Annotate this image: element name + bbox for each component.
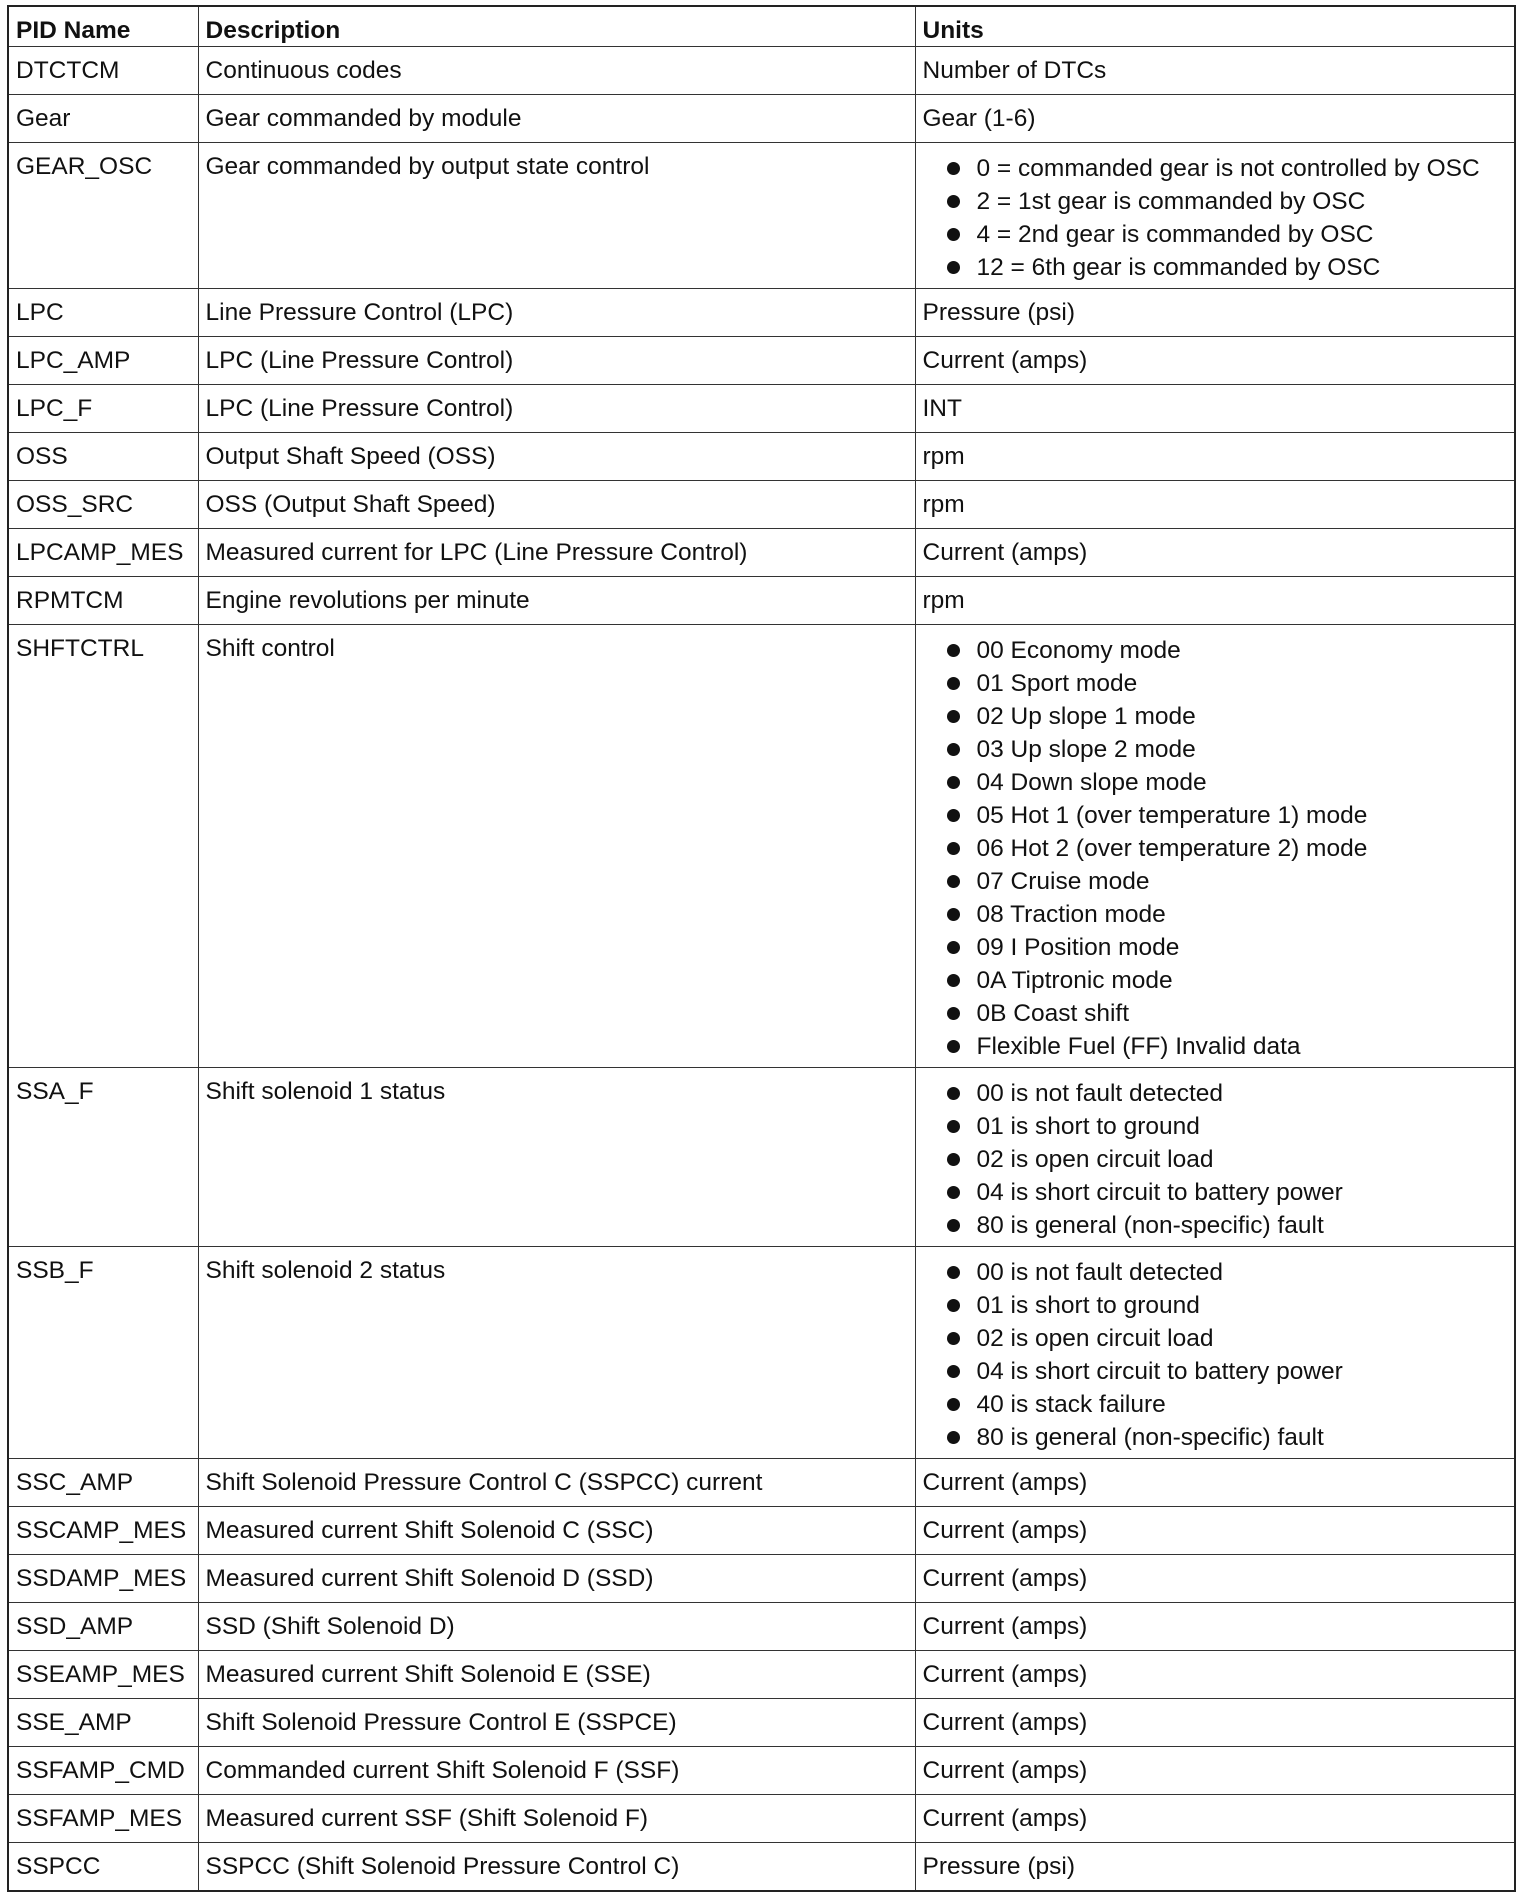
description-cell: Continuous codes	[198, 47, 915, 95]
pid-name-cell: OSS_SRC	[8, 481, 198, 529]
pid-name-cell: LPC_F	[8, 385, 198, 433]
units-cell: Current (amps)	[915, 337, 1515, 385]
units-cell: Current (amps)	[915, 1507, 1515, 1555]
table-row	[8, 1699, 1515, 1747]
pid-name-cell: SSCAMP_MES	[8, 1507, 198, 1555]
units-bullet-item: 80 is general (non-specific) fault	[947, 1421, 1508, 1454]
table-row	[8, 1555, 1515, 1603]
header-pid-name: PID Name	[8, 6, 198, 47]
description-cell: Gear commanded by output state control	[198, 143, 915, 289]
units-cell: Current (amps)	[915, 529, 1515, 577]
units-cell: Pressure (psi)	[915, 1843, 1515, 1891]
units-bullet-item: 02 is open circuit load	[947, 1322, 1508, 1355]
description-cell: Measured current Shift Solenoid D (SSD)	[198, 1555, 915, 1603]
units-bullet-item: 0A Tiptronic mode	[947, 964, 1508, 997]
description-cell: Line Pressure Control (LPC)	[198, 289, 915, 337]
description-cell: Measured current Shift Solenoid C (SSC)	[198, 1507, 915, 1555]
units-cell: Number of DTCs	[915, 47, 1515, 95]
description-cell: SSPCC (Shift Solenoid Pressure Control C)	[198, 1843, 915, 1891]
pid-name-cell: SSEAMP_MES	[8, 1651, 198, 1699]
units-bullet-item: 00 is not fault detected	[947, 1256, 1508, 1289]
units-bullet-item: 02 is open circuit load	[947, 1143, 1508, 1176]
pid-name-cell: GEAR_OSC	[8, 143, 198, 289]
units-cell: Current (amps)	[915, 1603, 1515, 1651]
description-cell: LPC (Line Pressure Control)	[198, 337, 915, 385]
table-row	[8, 95, 1515, 143]
description-cell: SSD (Shift Solenoid D)	[198, 1603, 915, 1651]
units-bullet-item: 00 Economy mode	[947, 634, 1508, 667]
units-bullet-item: 0 = commanded gear is not controlled by OSC	[947, 152, 1508, 185]
units-cell: rpm	[915, 433, 1515, 481]
pid-name-cell: LPCAMP_MES	[8, 529, 198, 577]
units-cell: INT	[915, 385, 1515, 433]
units-bullet-list	[923, 634, 1508, 1067]
description-cell: Shift Solenoid Pressure Control E (SSPCE)	[198, 1699, 915, 1747]
units-cell	[915, 625, 1515, 1068]
pid-name-cell: RPMTCM	[8, 577, 198, 625]
units-bullet-item: 2 = 1st gear is commanded by OSC	[947, 185, 1508, 218]
units-cell: Current (amps)	[915, 1747, 1515, 1795]
description-cell: Gear commanded by module	[198, 95, 915, 143]
header-row	[8, 6, 1515, 47]
description-cell: Measured current SSF (Shift Solenoid F)	[198, 1795, 915, 1843]
description-cell: Shift solenoid 1 status	[198, 1068, 915, 1247]
units-cell: Current (amps)	[915, 1651, 1515, 1699]
units-bullet-item: 01 is short to ground	[947, 1110, 1508, 1143]
table-row	[8, 1843, 1515, 1891]
table-row	[8, 337, 1515, 385]
table-row	[8, 1507, 1515, 1555]
units-bullet-item: 04 Down slope mode	[947, 766, 1508, 799]
units-bullet-item: 08 Traction mode	[947, 898, 1508, 931]
description-cell: LPC (Line Pressure Control)	[198, 385, 915, 433]
units-bullet-item: 0B Coast shift	[947, 997, 1508, 1030]
description-cell: Measured current for LPC (Line Pressure Control)	[198, 529, 915, 577]
table-header	[8, 6, 1515, 47]
table-row	[8, 1068, 1515, 1247]
units-cell: Current (amps)	[915, 1795, 1515, 1843]
pid-name-cell: SSFAMP_MES	[8, 1795, 198, 1843]
pid-name-cell: OSS	[8, 433, 198, 481]
pid-name-cell: SSB_F	[8, 1247, 198, 1459]
table-row	[8, 433, 1515, 481]
table-row	[8, 577, 1515, 625]
pid-name-cell: SSC_AMP	[8, 1459, 198, 1507]
units-bullet-item: 09 I Position mode	[947, 931, 1508, 964]
table-row	[8, 529, 1515, 577]
units-bullet-item: Flexible Fuel (FF) Invalid data	[947, 1030, 1508, 1063]
pid-name-cell: SSE_AMP	[8, 1699, 198, 1747]
header-description: Description	[198, 6, 915, 47]
units-bullet-item: 40 is stack failure	[947, 1388, 1508, 1421]
units-bullet-item: 01 Sport mode	[947, 667, 1508, 700]
units-cell	[915, 143, 1515, 289]
pid-name-cell: SSD_AMP	[8, 1603, 198, 1651]
units-cell: rpm	[915, 577, 1515, 625]
units-cell	[915, 1247, 1515, 1459]
table-row	[8, 47, 1515, 95]
table-row	[8, 1651, 1515, 1699]
description-cell: Shift Solenoid Pressure Control C (SSPCC) current	[198, 1459, 915, 1507]
pid-name-cell: Gear	[8, 95, 198, 143]
pid-name-cell: SSFAMP_CMD	[8, 1747, 198, 1795]
units-bullet-item: 4 = 2nd gear is commanded by OSC	[947, 218, 1508, 251]
description-cell: Output Shaft Speed (OSS)	[198, 433, 915, 481]
pid-name-cell: SSA_F	[8, 1068, 198, 1247]
pid-name-cell: LPC	[8, 289, 198, 337]
description-cell: OSS (Output Shaft Speed)	[198, 481, 915, 529]
units-bullet-item: 00 is not fault detected	[947, 1077, 1508, 1110]
units-bullet-item: 02 Up slope 1 mode	[947, 700, 1508, 733]
units-bullet-item: 05 Hot 1 (over temperature 1) mode	[947, 799, 1508, 832]
units-bullet-item: 04 is short circuit to battery power	[947, 1355, 1508, 1388]
units-cell: Current (amps)	[915, 1459, 1515, 1507]
units-cell: rpm	[915, 481, 1515, 529]
table-row	[8, 385, 1515, 433]
units-bullet-list	[923, 1077, 1508, 1246]
units-bullet-item: 12 = 6th gear is commanded by OSC	[947, 251, 1508, 284]
units-bullet-list	[923, 1256, 1508, 1458]
description-cell: Commanded current Shift Solenoid F (SSF)	[198, 1747, 915, 1795]
pid-name-cell: LPC_AMP	[8, 337, 198, 385]
table-row	[8, 625, 1515, 1068]
units-bullet-item: 03 Up slope 2 mode	[947, 733, 1508, 766]
pid-name-cell: SHFTCTRL	[8, 625, 198, 1068]
table-row	[8, 1247, 1515, 1459]
units-bullet-list	[923, 152, 1508, 288]
table-row	[8, 1747, 1515, 1795]
pid-name-cell: DTCTCM	[8, 47, 198, 95]
units-bullet-item: 80 is general (non-specific) fault	[947, 1209, 1508, 1242]
units-cell: Gear (1-6)	[915, 95, 1515, 143]
table-row	[8, 1795, 1515, 1843]
table-row	[8, 481, 1515, 529]
units-cell	[915, 1068, 1515, 1247]
description-cell: Shift solenoid 2 status	[198, 1247, 915, 1459]
table-row	[8, 143, 1515, 289]
description-cell: Shift control	[198, 625, 915, 1068]
units-cell: Current (amps)	[915, 1699, 1515, 1747]
table-row	[8, 1459, 1515, 1507]
pid-table	[7, 5, 1516, 1892]
table-body	[8, 47, 1515, 1891]
units-bullet-item: 06 Hot 2 (over temperature 2) mode	[947, 832, 1508, 865]
description-cell: Engine revolutions per minute	[198, 577, 915, 625]
description-cell: Measured current Shift Solenoid E (SSE)	[198, 1651, 915, 1699]
units-bullet-item: 07 Cruise mode	[947, 865, 1508, 898]
units-cell: Current (amps)	[915, 1555, 1515, 1603]
table-row	[8, 1603, 1515, 1651]
header-units: Units	[915, 6, 1515, 47]
pid-name-cell: SSPCC	[8, 1843, 198, 1891]
pid-name-cell: SSDAMP_MES	[8, 1555, 198, 1603]
units-cell: Pressure (psi)	[915, 289, 1515, 337]
units-bullet-item: 01 is short to ground	[947, 1289, 1508, 1322]
table-row	[8, 289, 1515, 337]
units-bullet-item: 04 is short circuit to battery power	[947, 1176, 1508, 1209]
